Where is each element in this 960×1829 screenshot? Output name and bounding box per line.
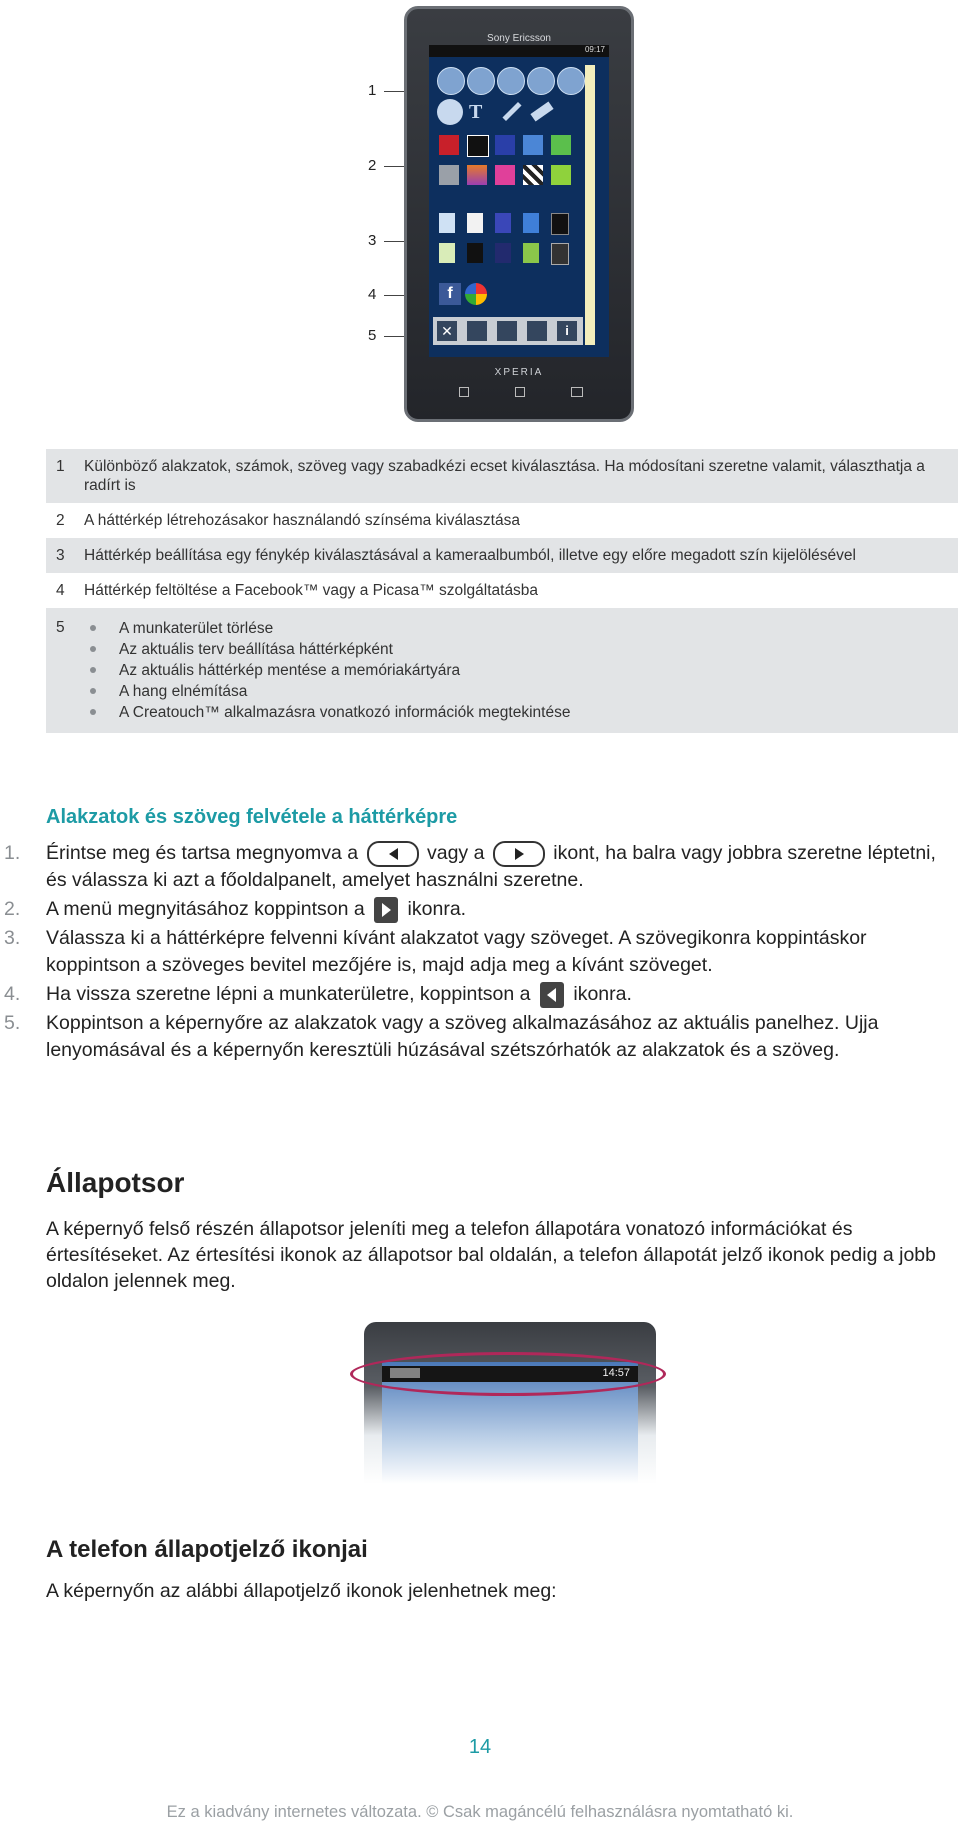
table-row [46, 503, 958, 538]
step-number: 5. [4, 1012, 21, 1034]
share-row [439, 283, 519, 307]
row-text: A háttérkép létrehozásakor használandó színséma kiválasztása [84, 512, 520, 529]
phone-screen [429, 45, 609, 357]
back-key-icon[interactable] [571, 387, 583, 397]
facebook-icon[interactable]: f [439, 283, 461, 305]
color-grey[interactable] [439, 165, 459, 185]
preset-7[interactable] [467, 243, 483, 263]
color-red[interactable] [439, 135, 459, 155]
step-3 [0, 925, 940, 979]
action-bar [433, 317, 583, 345]
heading-allapotsor: Állapotsor [46, 1167, 185, 1198]
step-text: ikonra. [407, 898, 467, 920]
row-number: 5 [56, 619, 65, 636]
status-clock: 14:57 [602, 1367, 630, 1379]
status-bar [429, 45, 609, 57]
callout-2: 2 [368, 157, 377, 174]
back-arrow-icon [540, 982, 564, 1008]
step-2 [0, 896, 940, 923]
step-text: ikonra. [573, 983, 632, 1005]
preset-2[interactable] [467, 213, 483, 233]
preset-9[interactable] [523, 243, 539, 263]
step-5 [0, 1010, 940, 1064]
step-number: 4. [4, 983, 21, 1005]
row-text: Háttérkép beállítása egy fénykép kiválasztásával a kameraalbumból, illetve egy előre megadott szín kijelölésével [84, 547, 856, 564]
picasa-icon[interactable] [465, 283, 487, 305]
callout-1: 1 [368, 82, 377, 99]
scroll-right-button-icon [493, 841, 545, 867]
color-blue[interactable] [495, 135, 515, 155]
table-row [46, 608, 958, 733]
color-pink[interactable] [495, 165, 515, 185]
preset-1[interactable] [439, 213, 455, 233]
list-item: Az aktuális terv beállítása háttérképként [84, 639, 948, 660]
preset-6[interactable] [439, 243, 455, 263]
step-4 [0, 981, 940, 1008]
status-clock: 09:17 [584, 45, 605, 54]
phone-body [404, 6, 634, 422]
step-text: Érintse meg és tartsa megnyomva a [46, 842, 359, 864]
section-title: Alakzatok és szöveg felvétele a háttérképre [46, 806, 458, 828]
highlight-ring [350, 1352, 666, 1396]
legend-table [46, 449, 958, 733]
callout-5: 5 [368, 327, 377, 344]
row-text: Háttérkép feltöltése a Facebook™ vagy a Picasa™ szolgáltatásba [84, 582, 539, 599]
step-text: vagy a [426, 842, 485, 864]
footer-text: Ez a kiadvány internetes változata. © Csak magáncélú felhasználásra nyomtatható ki. [166, 1803, 794, 1821]
color-palette [439, 135, 579, 195]
table-row [46, 573, 958, 608]
color-orange-purple[interactable] [467, 165, 487, 185]
paragraph-ikonok: A képernyőn az alábbi állapotjelző ikonok jelenhetnek meg: [46, 1580, 557, 1602]
shape-icon[interactable] [437, 67, 465, 95]
callout-4: 4 [368, 286, 377, 303]
phone-brand: Sony Ericsson [487, 33, 551, 44]
square-shape-icon[interactable] [497, 67, 525, 95]
callout-3: 3 [368, 232, 377, 249]
dots-shape-icon[interactable] [527, 67, 555, 95]
row-number: 4 [56, 582, 65, 599]
row-number: 3 [56, 547, 65, 564]
page-number: 14 [468, 1736, 492, 1758]
step-text: ikont, ha balra vagy jobbra szeretne léptetni, és válassza ki azt a főoldalpanelt, amelyet használni szeretne. [46, 842, 936, 891]
row-number: 1 [56, 458, 65, 475]
paragraph-allapotsor: A képernyő felső részén állapotsor jeleníti meg a telefon állapotára vonatozó információkat és értesítéseket. Az értesítési ikonok az állapotsor bal oldalán, a telefon állapotát jelző ikonok pedig a jobb oldalon jelennek meg. [46, 1218, 936, 1292]
heading-ikonok: A telefon állapotjelző ikonjai [46, 1536, 368, 1563]
set-wallpaper-icon[interactable] [467, 321, 487, 341]
mute-icon[interactable] [527, 321, 547, 341]
globe-icon[interactable] [467, 67, 495, 95]
save-icon[interactable] [497, 321, 517, 341]
shape-tools-row [437, 67, 587, 95]
color-lime[interactable] [551, 165, 571, 185]
step-1 [0, 840, 940, 894]
color-lightblue[interactable] [523, 135, 543, 155]
eraser-icon[interactable] [530, 102, 553, 122]
menu-arrow-icon [374, 897, 398, 923]
row-text: Különböző alakzatok, számok, szöveg vagy szabadkézi ecset kiválasztása. Ha módosítani szeretne valamit, választhatja a radírt is [84, 458, 925, 494]
info-icon[interactable]: i [557, 321, 577, 341]
background-presets [439, 213, 579, 269]
brush-icon[interactable] [502, 102, 521, 121]
text-icon[interactable]: T [469, 101, 483, 123]
color-black[interactable] [467, 135, 489, 157]
preset-8[interactable] [495, 243, 511, 263]
preset-4[interactable] [523, 213, 539, 233]
menu-key-icon[interactable] [459, 387, 469, 397]
step-text: Válassza ki a háttérképre felvenni kívánt alakzatot vagy szöveget. A szövegikonra koppintáskor koppintson a szöveges bevitel mezőjére is, majd adja meg a kívánt szöveget. [46, 927, 867, 976]
table-row [46, 538, 958, 573]
step-text: Ha vissza szeretne lépni a munkaterületre, koppintson a [46, 983, 531, 1005]
steps-list [0, 840, 940, 1066]
list-item: A munkaterület törlése [84, 618, 948, 639]
scroll-left-button-icon [367, 841, 419, 867]
table-row [46, 449, 958, 503]
phone-figure [0, 0, 960, 430]
list-item: A Creatouch™ alkalmazásra vonatkozó információk megtekintése [84, 702, 948, 723]
step-number: 3. [4, 927, 21, 949]
color-stripes[interactable] [523, 165, 543, 185]
step-text: Koppintson a képernyőre az alakzatok vagy a szöveg alkalmazásához az aktuális panelhez. Ujja lenyomásával és a képernyőn keresztüli húzásával szétszórhatók az alakzatok és a szöveg. [46, 1012, 879, 1061]
home-key-icon[interactable] [515, 387, 525, 397]
statusbar-figure [360, 1322, 660, 1484]
step-number: 1. [4, 842, 21, 864]
flower-shape-icon[interactable] [557, 67, 585, 95]
step-number: 2. [4, 898, 21, 920]
bullet-list [84, 618, 948, 723]
list-item: A hang elnémítása [84, 681, 948, 702]
row-number: 2 [56, 512, 65, 529]
clear-icon[interactable]: ✕ [437, 321, 457, 341]
number-icon[interactable] [437, 99, 463, 125]
text-tools-row [437, 99, 587, 127]
preset-5[interactable] [551, 213, 569, 235]
color-green[interactable] [551, 135, 571, 155]
phone-model: XPERIA [494, 367, 544, 378]
preset-3[interactable] [495, 213, 511, 233]
list-item: Az aktuális háttérkép mentése a memóriakártyára [84, 660, 948, 681]
step-text: A menü megnyitásához koppintson a [46, 898, 365, 920]
camera-album-icon[interactable] [551, 243, 569, 265]
